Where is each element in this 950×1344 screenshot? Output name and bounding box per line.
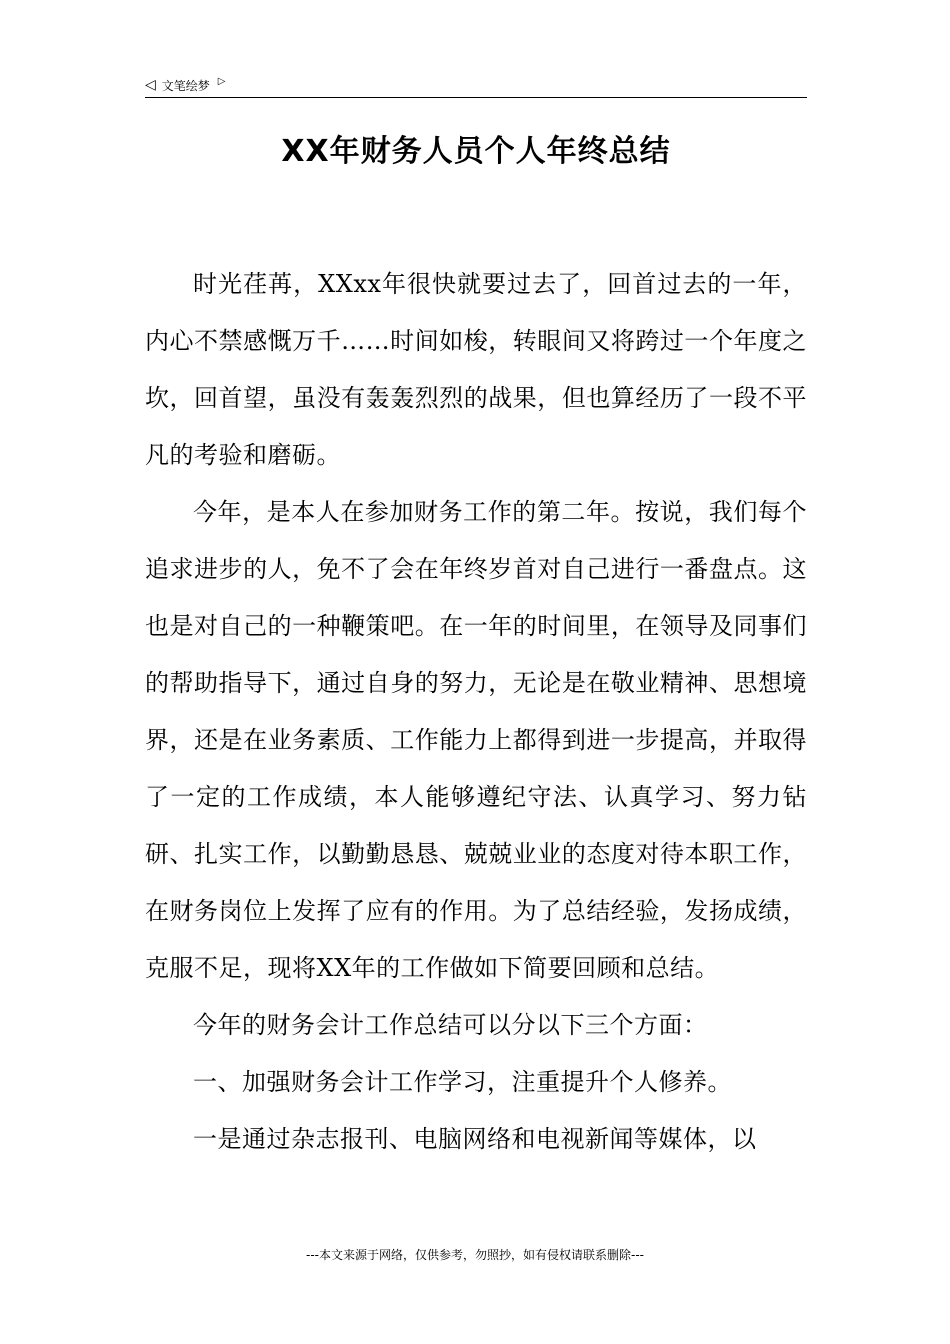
footer-notice: ---本文来源于网络，仅供参考，勿照抄，如有侵权请联系删除--- <box>306 1248 644 1262</box>
triangle-left-icon: ◁ <box>145 77 156 93</box>
page-header <box>145 74 805 96</box>
paragraph-1: 时光荏苒，XXxx年很快就要过去了，回首过去的一年，内心不禁感慨万千……时间如梭，转眼间又将跨过一个年度之坎，回首望，虽没有轰轰烈烈的战果，但也算经历了一段不平凡的考验和磨砺。 <box>145 270 807 469</box>
header-brand: 文笔绘梦 <box>161 78 210 93</box>
paragraph-4: 一、加强财务会计工作学习，注重提升个人修养。 <box>193 1068 732 1096</box>
paragraph-2: 今年，是本人在参加财务工作的第二年。按说，我们每个追求进步的人，免不了会在年终岁首对自己进行一番盘点。这也是对自己的一种鞭策吧。在一年的时间里，在领导及同事们的帮助指导下，通过自身的努力，无论是在敬业精神、思想境界，还是在业务素质、工作能力上都得到进一步提高，并取得了一定的工作成绩，本人能够遵纪守法、认真学习、努力钻研、扎实工作，以勤勤恳恳、兢兢业业的态度对待本职工作，在财务岗位上发挥了应有的作用。为了总结经验，发扬成绩，克服不足，现将XX年的工作做如下简要回顾和总结。 <box>145 498 807 982</box>
document-title: XX年财务人员个人年终总结 <box>281 134 671 169</box>
paragraph-3: 今年的财务会计工作总结可以分以下三个方面： <box>193 1011 708 1039</box>
paragraph-5: 一是通过杂志报刊、电脑网络和电视新闻等媒体，以 <box>193 1125 757 1153</box>
triangle-right-icon: ▷ <box>217 76 226 87</box>
header-divider <box>145 97 807 98</box>
document-body <box>145 256 807 1168</box>
